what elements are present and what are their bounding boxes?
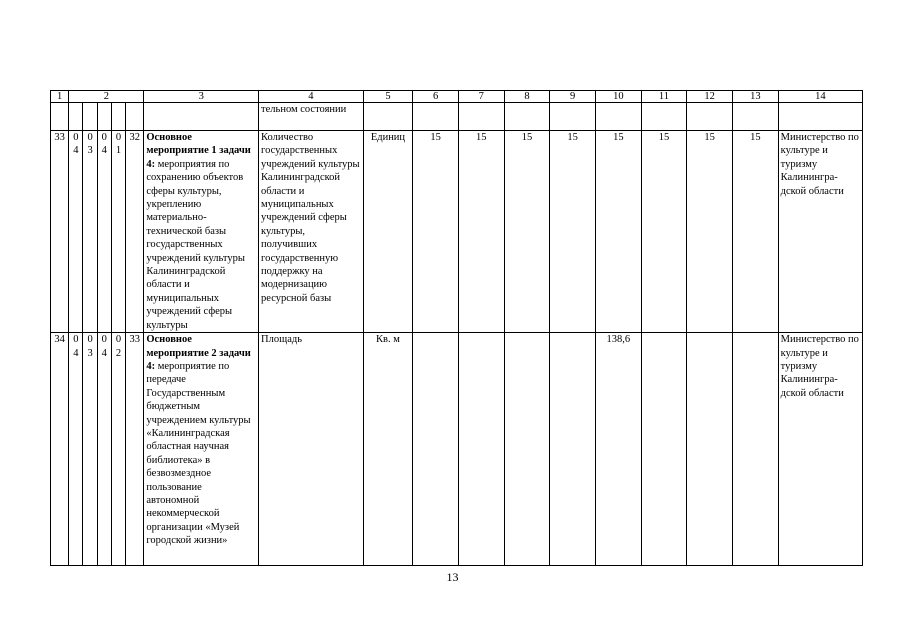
value-cell <box>550 333 596 566</box>
value-cell: 15 <box>687 131 733 333</box>
header-cell: 1 <box>51 91 69 103</box>
executor-cell: Министерство по культуре и туризму Калинингра-дской области <box>778 131 862 333</box>
value-cell: 15 <box>595 131 641 333</box>
measure-title: Основное мероприятие 2 задачи 4: <box>146 334 251 372</box>
table-row <box>51 131 863 333</box>
unit-cell: Кв. м <box>363 333 413 566</box>
value-cell <box>687 333 733 566</box>
header-cell: 8 <box>504 91 550 103</box>
id-cell: 32 <box>126 131 144 333</box>
page-number: 13 <box>446 570 459 584</box>
value-cell <box>458 333 504 566</box>
value-cell: 15 <box>550 131 596 333</box>
measure-cell <box>144 333 259 566</box>
document-page <box>50 90 863 566</box>
header-cell: 11 <box>641 91 687 103</box>
code-cell: 04 <box>69 131 83 333</box>
continuation-row <box>51 103 863 131</box>
unit-cell: Единиц <box>363 131 413 333</box>
value-cell: 15 <box>413 131 459 333</box>
value-cell: 15 <box>458 131 504 333</box>
header-cell: 3 <box>144 91 259 103</box>
code-cell: 04 <box>69 333 83 566</box>
header-cell: 2 <box>69 91 144 103</box>
value-cell: 15 <box>641 131 687 333</box>
value-cell: 15 <box>733 131 779 333</box>
value-cell <box>733 333 779 566</box>
code-cell: 03 <box>83 131 97 333</box>
measure-description: мероприятие по передаче Государственным бюджетным учреждением культуры «Калининградская областная научная библиотека» в безвозмездное пользование автономной некоммерческой организации «Музей городской жизни» <box>146 360 251 547</box>
value-cell <box>504 333 550 566</box>
code-cell: 03 <box>83 333 97 566</box>
value-cell <box>641 333 687 566</box>
code-cell: 04 <box>97 131 111 333</box>
code-cell: 04 <box>97 333 111 566</box>
data-table <box>50 90 863 566</box>
row-number: 33 <box>51 131 69 333</box>
header-row <box>51 91 863 103</box>
row-number: 34 <box>51 333 69 566</box>
measure-cell <box>144 131 259 333</box>
value-cell <box>413 333 459 566</box>
code-cell: 01 <box>111 131 125 333</box>
header-cell: 5 <box>363 91 413 103</box>
measure-title: Основное мероприятие 1 задачи 4: <box>146 132 251 170</box>
continuation-text: тельном состоянии <box>259 103 364 131</box>
indicator-cell: Количество государственных учреждений культуры Калининградской области и муниципальных учреждений сферы культуры, получивших государственную поддержку на модернизацию ресурсной базы <box>259 131 364 333</box>
header-cell: 14 <box>778 91 862 103</box>
executor-cell: Министерство по культуре и туризму Калинингра-дской области <box>778 333 862 566</box>
indicator-cell: Площадь <box>259 333 364 566</box>
header-cell: 12 <box>687 91 733 103</box>
header-cell: 4 <box>259 91 364 103</box>
code-cell: 02 <box>111 333 125 566</box>
table-row <box>51 333 863 566</box>
header-cell: 6 <box>413 91 459 103</box>
id-cell: 33 <box>126 333 144 566</box>
value-cell: 138,6 <box>595 333 641 566</box>
header-cell: 7 <box>458 91 504 103</box>
header-cell: 9 <box>550 91 596 103</box>
header-cell: 13 <box>733 91 779 103</box>
value-cell: 15 <box>504 131 550 333</box>
measure-description: мероприятия по сохранению объектов сферы культуры, укреплению материально-технической базы государственных учреждений культуры Калининградской области и муниципальных учреждений сферы культуры <box>146 158 245 331</box>
header-cell: 10 <box>595 91 641 103</box>
